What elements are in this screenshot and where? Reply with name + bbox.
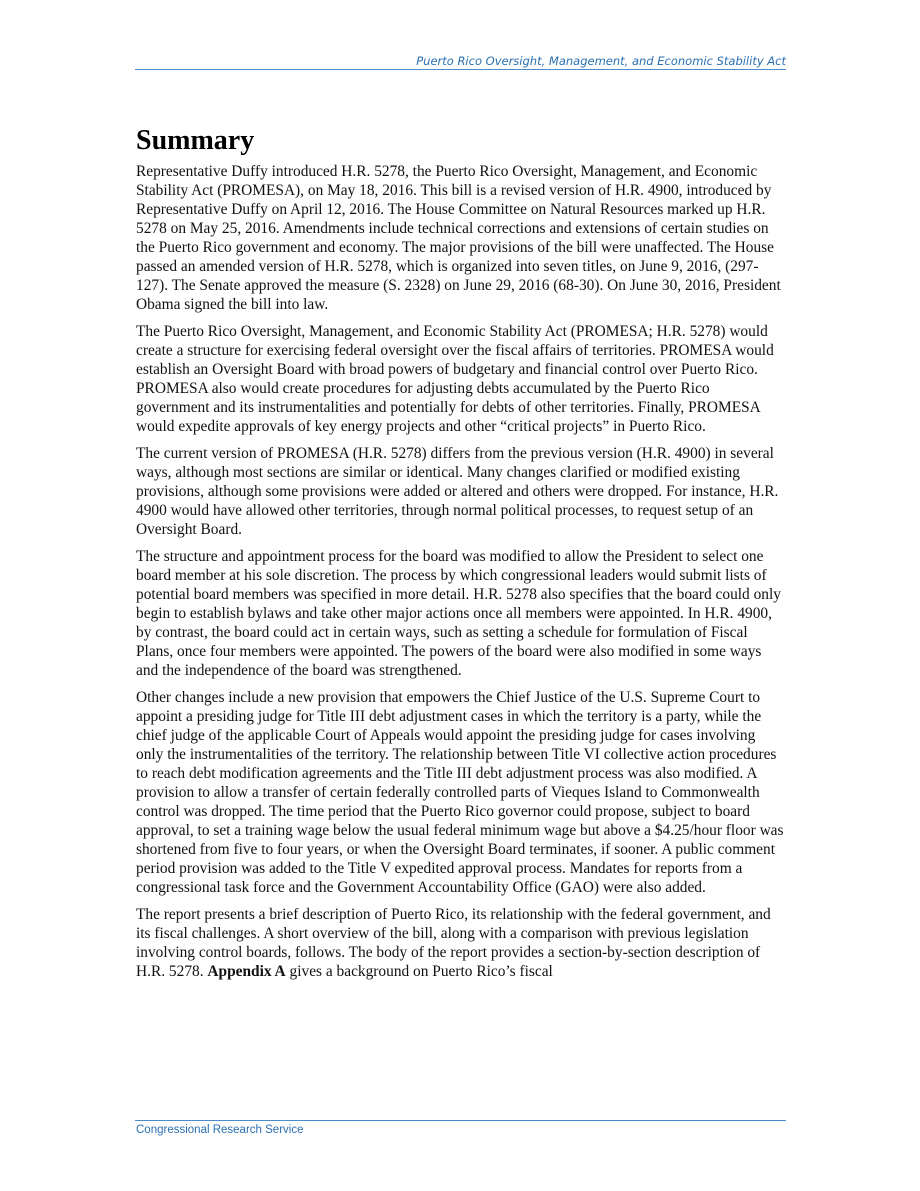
summary-paragraph-4: The structure and appointment process for the board was modified to allow the President to select one board member at his sole discretion. The process by which congressional leaders would submit lists of potential board members was specified in more detail. H.R. 5278 also specifies that the board could only begin to establish bylaws and take other major actions once all members were appointed. In H.R. 4900, by contrast, the board could act in certain ways, such as setting a schedule for formulation of Fiscal Plans, once four members were appointed. The powers of the board were also modified in some ways and the independence of the board was strengthened. — [136, 548, 781, 679]
footer-publisher: Congressional Research Service — [136, 1124, 304, 1136]
summary-paragraph-3: The current version of PROMESA (H.R. 5278) differs from the previous version (H.R. 4900) in several ways, although most sections are similar or identical. Many changes clarified or modified existing provisions, although some provisions were added or altered and others were dropped. For instance, H.R. 4900 would have allowed other territories, through normal political processes, to request setup of an Oversight Board. — [136, 445, 779, 538]
summary-paragraph-5: Other changes include a new provision that empowers the Chief Justice of the U.S. Supreme Court to appoint a presiding judge for Title III debt adjustment cases in which the territory is a party, while the chief judge of the applicable Court of Appeals would appoint the presiding judge for cases involving only the instrumentalities of the territory. The relationship between Title VI collective action procedures to reach debt modification agreements and the Title III debt adjustment process was also modified. A provision to allow a transfer of certain federally controlled parts of Vieques Island to Commonwealth control was dropped. The time period that the Puerto Rico governor could propose, subject to board approval, to set a training wage below the usual federal minimum wage but above a $4.25/hour floor was shortened from five to four years, or when the Oversight Board terminates, if sooner. A public comment period provision was added to the Title V expedited approval process. Mandates for reports from a congressional task force and the Government Accountability Office (GAO) were also added. — [136, 689, 784, 896]
page-body — [136, 124, 786, 989]
summary-paragraph-2: The Puerto Rico Oversight, Management, and Economic Stability Act (PROMESA; H.R. 5278) would create a structure for exercising federal oversight over the fiscal affairs of territories. PROMESA would establish an Oversight Board with broad powers of budgetary and financial control over Puerto Rico. PROMESA also would create procedures for adjusting debts accumulated by the Puerto Rico government and its instrumentalities and potentially for debts of other territories. Finally, PROMESA would expedite approvals of key energy projects and other “critical projects” in Puerto Rico. — [136, 323, 774, 435]
appendix-a-reference: Appendix A — [207, 963, 286, 980]
summary-paragraph-6 — [136, 905, 786, 981]
paragraph-6-text-end: gives a background on Puerto Rico’s fiscal — [285, 963, 553, 980]
summary-paragraph-1: Representative Duffy introduced H.R. 5278, the Puerto Rico Oversight, Management, and Economic Stability Act (PROMESA), on May 18, 2016. This bill is a revised version of H.R. 4900, introduced by Representative Duffy on April 12, 2016. The House Committee on Natural Resources marked up H.R. 5278 on May 25, 2016. Amendments include technical corrections and extensions of certain studies on the Puerto Rico government and economy. The major provisions of the bill were unaffected. The House passed an amended version of H.R. 5278, which is organized into seven titles, on June 9, 2016, (297-127). The Senate approved the measure (S. 2328) on June 29, 2016 (68-30). On June 30, 2016, President Obama signed the bill into law. — [136, 163, 781, 313]
running-header-title: Puerto Rico Oversight, Management, and Economic Stability Act — [416, 54, 786, 68]
header-divider — [135, 69, 786, 70]
footer-divider — [135, 1120, 786, 1121]
summary-heading: Summary — [136, 125, 255, 156]
paragraph-6-text-start: The report presents a brief description of Puerto Rico, its relationship with the federal government, and its fiscal challenges. A short overview of the bill, along with a comparison with previous legislation involving control boards, follows. The body of the report provides a section-by-section description of H.R. 5278. — [136, 906, 771, 980]
